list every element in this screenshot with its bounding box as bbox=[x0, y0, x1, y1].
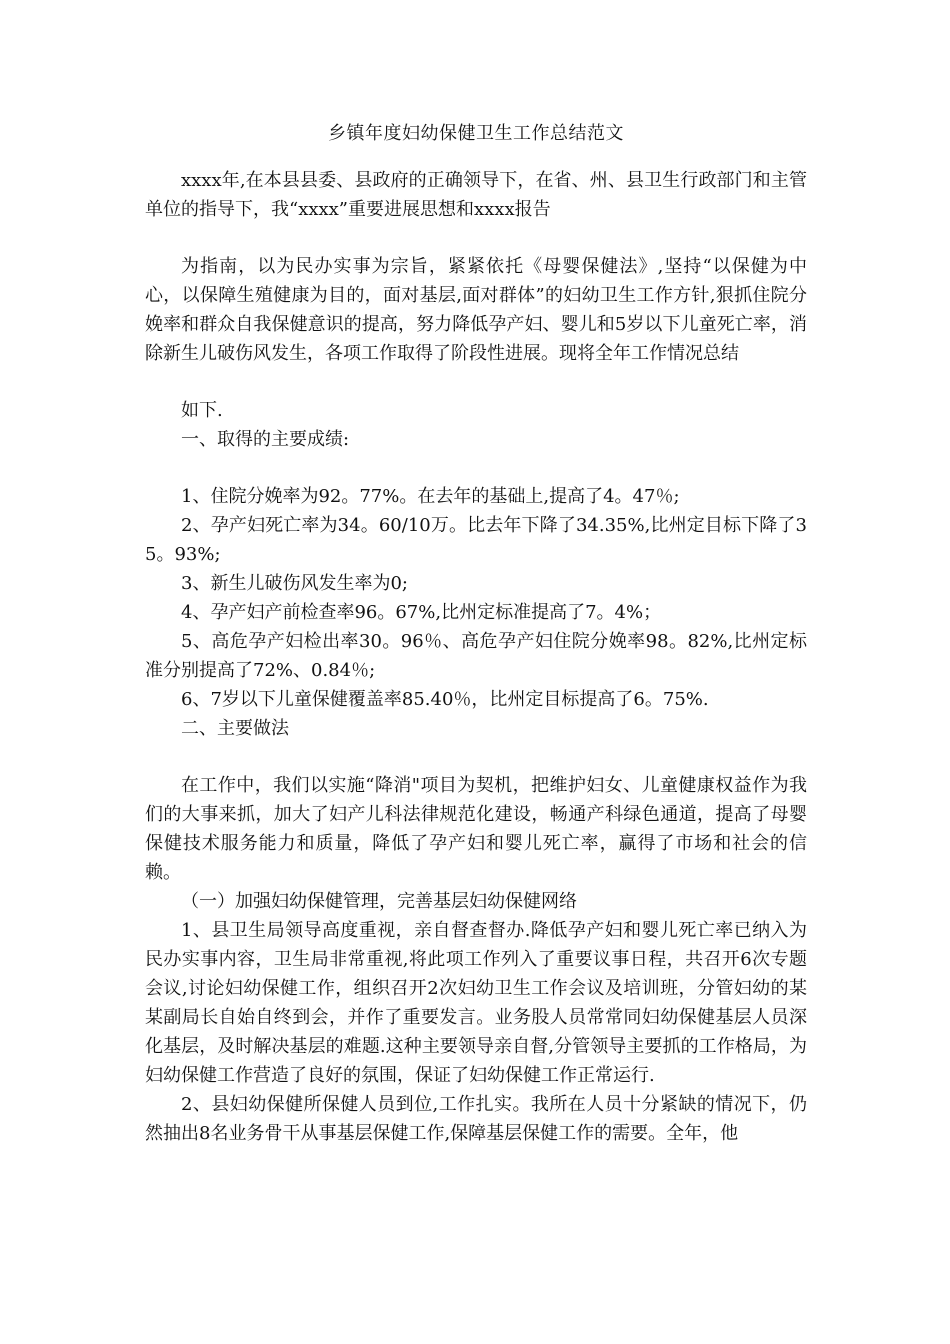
document-body bbox=[145, 120, 807, 1148]
document-title: 乡镇年度妇幼保健卫生工作总结范文 bbox=[328, 123, 624, 144]
as-follows-line: 如下. bbox=[181, 400, 223, 421]
intro-paragraph: xxxx年,在本县县委、县政府的正确领导下，在省、州、县卫生行政部门和主管单位的指导下，我“xxxx”重要进展思想和xxxx报告 bbox=[145, 170, 807, 220]
paragraph-gap bbox=[145, 224, 807, 252]
paragraph-gap bbox=[145, 454, 807, 482]
achievement-item-3: 3、新生儿破伤风发生率为0; bbox=[181, 573, 408, 594]
paragraph-gap bbox=[145, 743, 807, 771]
achievement-item-5: 5、高危孕产妇检出率30。96％、高危孕产妇住院分娩率98。82%,比州定标准分别提高了72%、0.84％; bbox=[145, 631, 807, 681]
achievement-item-6: 6、7岁以下儿童保健覆盖率85.40％，比州定目标提高了6。75%. bbox=[181, 689, 709, 710]
subsection-heading-1: （一）加强妇幼保健管理，完善基层妇幼保健网络 bbox=[181, 891, 577, 912]
point-2-paragraph: 2、县妇幼保健所保健人员到位,工作扎实。我所在人员十分紧缺的情况下，仍然抽出8名业务骨干从事基层保健工作,保障基层保健工作的需要。全年，他 bbox=[145, 1094, 807, 1144]
paragraph-gap bbox=[145, 368, 807, 396]
guidance-paragraph: 为指南，以为民办实事为宗旨，紧紧依托《母婴保健法》,坚持“以保健为中心，以保障生殖健康为目的，面对基层,面对群体”的妇幼卫生工作方针,狠抓住院分娩率和群众自我保健意识的提高，努力降低孕产妇、婴儿和5岁以下儿童死亡率，消除新生儿破伤风发生，各项工作取得了阶段性进展。现将全年工作情况总结 bbox=[145, 256, 807, 364]
point-1-paragraph: 1、县卫生局领导高度重视，亲自督查督办.降低孕产妇和婴儿死亡率已纳入为民办实事内容，卫生局非常重视,将此项工作列入了重要议事日程，共召开6次专题会议,讨论妇幼保健工作，组织召开2次妇幼卫生工作会议及培训班，分管妇幼的某某副局长自始自终到会，并作了重要发言。业务股人员常常同妇幼保健基层人员深化基层，及时解决基层的难题.这种主要领导亲自督,分管领导主要抓的工作格局，为妇幼保健工作营造了良好的氛围，保证了妇幼保健工作正常运行. bbox=[145, 920, 807, 1086]
section-heading-achievements: 一、取得的主要成绩: bbox=[181, 429, 350, 450]
section-heading-methods: 二、主要做法 bbox=[181, 718, 289, 739]
methods-intro-paragraph: 在工作中，我们以实施“降消"项目为契机，把维护妇女、儿童健康权益作为我们的大事来抓，加大了妇产儿科法律规范化建设，畅通产科绿色通道，提高了母婴保健技术服务能力和质量，降低了孕产妇和婴儿死亡率，赢得了市场和社会的信赖。 bbox=[145, 775, 807, 883]
achievement-item-4: 4、孕产妇产前检查率96。67%,比州定标准提高了7。4%； bbox=[181, 602, 662, 623]
achievement-item-2: 2、孕产妇死亡率为34。60/10万。比去年下降了34.35%,比州定目标下降了35。93%; bbox=[145, 515, 807, 565]
achievement-item-1: 1、住院分娩率为92。77%。在去年的基础上,提高了4。47％; bbox=[181, 486, 680, 507]
